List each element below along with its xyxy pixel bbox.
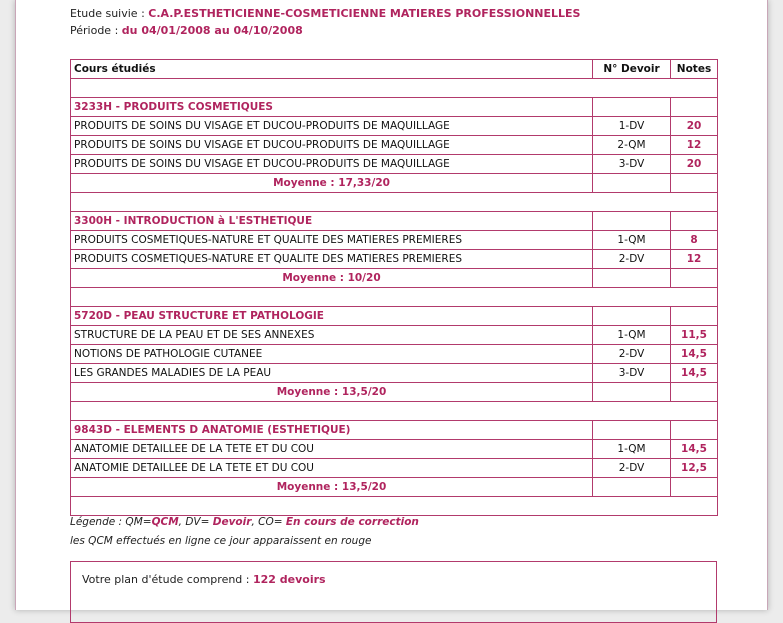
devoir-number: 3-DV	[593, 155, 671, 174]
plan-value: 122 devoirs	[253, 573, 326, 586]
devoir-number: 2-DV	[593, 345, 671, 364]
moyenne-note-cell	[671, 383, 718, 402]
moyenne-value: Moyenne : 17,33/20	[71, 174, 593, 193]
module-note-cell	[671, 421, 718, 440]
course-name: LES GRANDES MALADIES DE LA PEAU	[71, 364, 593, 383]
spacer-cell	[71, 79, 718, 98]
periode-label: Période :	[70, 24, 122, 37]
module-header-row	[71, 98, 718, 117]
etude-label: Etude suivie :	[70, 7, 149, 20]
module-title: 3233H - PRODUITS COSMETIQUES	[71, 98, 593, 117]
course-name: PRODUITS DE SOINS DU VISAGE ET DUCOU-PRODUITS DE MAQUILLAGE	[71, 136, 593, 155]
moyenne-devoir-cell	[593, 383, 671, 402]
table-row	[71, 250, 718, 269]
legend	[70, 516, 419, 528]
module-header-row	[71, 307, 718, 326]
plan-line	[82, 573, 326, 586]
devoir-number: 1-DV	[593, 117, 671, 136]
legend-note: les QCM effectués en ligne ce jour apparaissent en rouge	[70, 535, 372, 547]
table-row	[71, 364, 718, 383]
spacer-row	[71, 193, 718, 212]
moyenne-note-cell	[671, 269, 718, 288]
moyenne-row	[71, 478, 718, 497]
moyenne-devoir-cell	[593, 478, 671, 497]
course-name: NOTIONS DE PATHOLOGIE CUTANEE	[71, 345, 593, 364]
devoir-number: 3-DV	[593, 364, 671, 383]
module-title: 5720D - PEAU STRUCTURE ET PATHOLOGIE	[71, 307, 593, 326]
module-note-cell	[671, 98, 718, 117]
note-value: 20	[671, 117, 718, 136]
col-notes-header: Notes	[671, 60, 718, 79]
course-name: STRUCTURE DE LA PEAU ET DE SES ANNEXES	[71, 326, 593, 345]
grades-table	[70, 59, 718, 516]
course-name: ANATOMIE DETAILLEE DE LA TETE ET DU COU	[71, 440, 593, 459]
module-note-cell	[671, 212, 718, 231]
module-header-row	[71, 421, 718, 440]
module-devoir-cell	[593, 421, 671, 440]
note-value: 14,5	[671, 364, 718, 383]
table-row	[71, 136, 718, 155]
spacer-row	[71, 79, 718, 98]
moyenne-note-cell	[671, 478, 718, 497]
module-devoir-cell	[593, 307, 671, 326]
moyenne-devoir-cell	[593, 174, 671, 193]
table-row	[71, 326, 718, 345]
legend-mid1: , DV=	[178, 516, 213, 528]
spacer-row	[71, 402, 718, 421]
col-course-header: Cours étudiés	[71, 60, 593, 79]
col-devoir-header: N° Devoir	[593, 60, 671, 79]
legend-mid2: , CO=	[251, 516, 286, 528]
spacer-row	[71, 288, 718, 307]
devoir-number: 2-QM	[593, 136, 671, 155]
moyenne-value: Moyenne : 13,5/20	[71, 478, 593, 497]
moyenne-devoir-cell	[593, 269, 671, 288]
devoir-number: 1-QM	[593, 326, 671, 345]
legend-prefix: Légende : QM=	[70, 516, 152, 528]
plan-label: Votre plan d'étude comprend :	[82, 573, 253, 586]
spacer-row	[71, 497, 718, 516]
legend-correction: En cours de correction	[285, 516, 419, 528]
course-name: PRODUITS DE SOINS DU VISAGE ET DUCOU-PRODUITS DE MAQUILLAGE	[71, 117, 593, 136]
course-name: ANATOMIE DETAILLEE DE LA TETE ET DU COU	[71, 459, 593, 478]
periode-line	[70, 24, 303, 37]
note-value: 12	[671, 136, 718, 155]
devoir-number: 2-DV	[593, 459, 671, 478]
moyenne-row	[71, 174, 718, 193]
moyenne-value: Moyenne : 10/20	[71, 269, 593, 288]
periode-value: du 04/01/2008 au 04/10/2008	[121, 24, 303, 37]
note-value: 11,5	[671, 326, 718, 345]
moyenne-value: Moyenne : 13,5/20	[71, 383, 593, 402]
spacer-cell	[71, 402, 718, 421]
note-value: 12,5	[671, 459, 718, 478]
table-header-row	[71, 60, 718, 79]
course-name: PRODUITS DE SOINS DU VISAGE ET DUCOU-PRODUITS DE MAQUILLAGE	[71, 155, 593, 174]
table-row	[71, 231, 718, 250]
spacer-cell	[71, 193, 718, 212]
spacer-cell	[71, 497, 718, 516]
spacer-cell	[71, 288, 718, 307]
module-note-cell	[671, 307, 718, 326]
note-value: 14,5	[671, 440, 718, 459]
module-devoir-cell	[593, 98, 671, 117]
course-name: PRODUITS COSMETIQUES-NATURE ET QUALITE DES MATIERES PREMIERES	[71, 231, 593, 250]
table-row	[71, 459, 718, 478]
page-container	[15, 0, 768, 610]
devoir-number: 1-QM	[593, 440, 671, 459]
module-devoir-cell	[593, 212, 671, 231]
note-value: 12	[671, 250, 718, 269]
course-name: PRODUITS COSMETIQUES-NATURE ET QUALITE DES MATIERES PREMIERES	[71, 250, 593, 269]
plan-box	[70, 561, 717, 623]
legend-qcm: QCM	[151, 516, 179, 528]
table-row	[71, 440, 718, 459]
table-row	[71, 345, 718, 364]
etude-value: C.A.P.ESTHETICIENNE-COSMETICIENNE MATIERES PROFESSIONNELLES	[148, 7, 581, 20]
devoir-number: 2-DV	[593, 250, 671, 269]
table-row	[71, 117, 718, 136]
moyenne-row	[71, 383, 718, 402]
module-header-row	[71, 212, 718, 231]
moyenne-note-cell	[671, 174, 718, 193]
module-title: 3300H - INTRODUCTION à L'ESTHETIQUE	[71, 212, 593, 231]
moyenne-row	[71, 269, 718, 288]
note-value: 20	[671, 155, 718, 174]
table-row	[71, 155, 718, 174]
devoir-number: 1-QM	[593, 231, 671, 250]
legend-devoir: Devoir	[212, 516, 252, 528]
etude-line	[70, 7, 580, 20]
module-title: 9843D - ELEMENTS D ANATOMIE (ESTHETIQUE)	[71, 421, 593, 440]
note-value: 8	[671, 231, 718, 250]
note-value: 14,5	[671, 345, 718, 364]
